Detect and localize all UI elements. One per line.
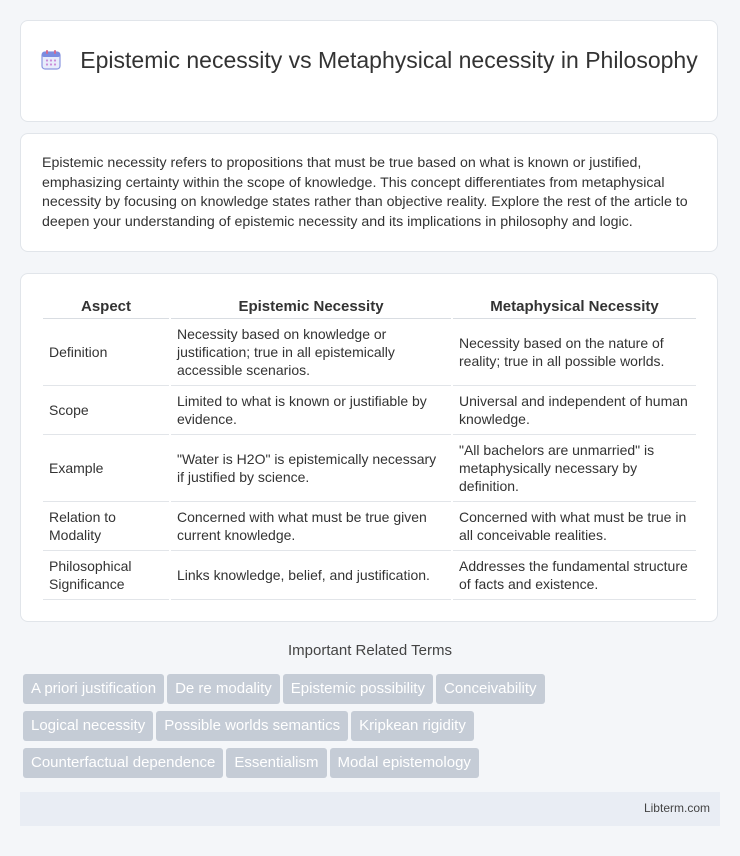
intro-card xyxy=(20,133,718,252)
cell-aspect: Philosophical Significance xyxy=(43,551,169,600)
cell-epistemic: Necessity based on knowledge or justification; true in all epistemically accessible scenarios. xyxy=(171,319,451,386)
cell-epistemic: Links knowledge, belief, and justification. xyxy=(171,551,451,600)
footer xyxy=(20,792,720,826)
cell-aspect: Scope xyxy=(43,386,169,435)
related-term-tag[interactable]: Conceivability xyxy=(436,674,545,704)
cell-metaphysical: Addresses the fundamental structure of facts and existence. xyxy=(453,551,696,600)
header-aspect: Aspect xyxy=(43,294,169,319)
cell-aspect: Definition xyxy=(43,319,169,386)
related-terms-heading: Important Related Terms xyxy=(288,642,452,659)
calendar-icon xyxy=(40,49,62,71)
header-metaphysical: Metaphysical Necessity xyxy=(453,294,696,319)
table-row xyxy=(43,435,696,502)
table-row xyxy=(43,551,696,600)
cell-metaphysical: Concerned with what must be true in all conceivable realities. xyxy=(453,502,696,551)
comparison-table-card xyxy=(20,273,718,622)
related-term-tag[interactable]: Kripkean rigidity xyxy=(351,711,474,741)
table-header-row xyxy=(43,294,696,319)
cell-aspect: Example xyxy=(43,435,169,502)
page-title-text: Epistemic necessity vs Metaphysical necessity in Philosophy xyxy=(80,47,698,73)
table-row xyxy=(43,386,696,435)
related-term-tag[interactable]: Logical necessity xyxy=(23,711,153,741)
related-term-tag[interactable]: Essentialism xyxy=(226,748,326,778)
footer-brand[interactable]: Libterm.com xyxy=(643,801,710,815)
cell-metaphysical: "All bachelors are unmarried" is metaphysically necessary by definition. xyxy=(453,435,696,502)
related-term-tag[interactable]: De re modality xyxy=(167,674,280,704)
table-row xyxy=(43,319,696,386)
related-term-tag[interactable]: Counterfactual dependence xyxy=(23,748,223,778)
comparison-table xyxy=(41,294,698,600)
intro-paragraph: Epistemic necessity refers to propositions that must be true based on what is known or justified, emphasizing certainty within the scope of knowledge. This concept differentiates from metaphysical necessity by focusing on knowledge states rather than objective reality. Explore the rest of the article to deepen your understanding of epistemic necessity and its implications in philosophy and logic. xyxy=(42,155,688,230)
cell-metaphysical: Universal and independent of human knowledge. xyxy=(453,386,696,435)
title-card xyxy=(20,20,718,122)
related-term-tag[interactable]: Epistemic possibility xyxy=(283,674,433,704)
related-term-tag[interactable]: A priori justification xyxy=(23,674,164,704)
table-row xyxy=(43,502,696,551)
cell-epistemic: Concerned with what must be true given current knowledge. xyxy=(171,502,451,551)
header-epistemic: Epistemic Necessity xyxy=(171,294,451,319)
cell-epistemic: "Water is H2O" is epistemically necessary if justified by science. xyxy=(171,435,451,502)
cell-epistemic: Limited to what is known or justifiable by evidence. xyxy=(171,386,451,435)
cell-aspect: Relation to Modality xyxy=(43,502,169,551)
page-title xyxy=(21,45,717,75)
related-term-tag[interactable]: Modal epistemology xyxy=(330,748,479,778)
related-terms-list xyxy=(23,674,703,785)
cell-metaphysical: Necessity based on the nature of reality; true in all possible worlds. xyxy=(453,319,696,386)
related-term-tag[interactable]: Possible worlds semantics xyxy=(156,711,348,741)
